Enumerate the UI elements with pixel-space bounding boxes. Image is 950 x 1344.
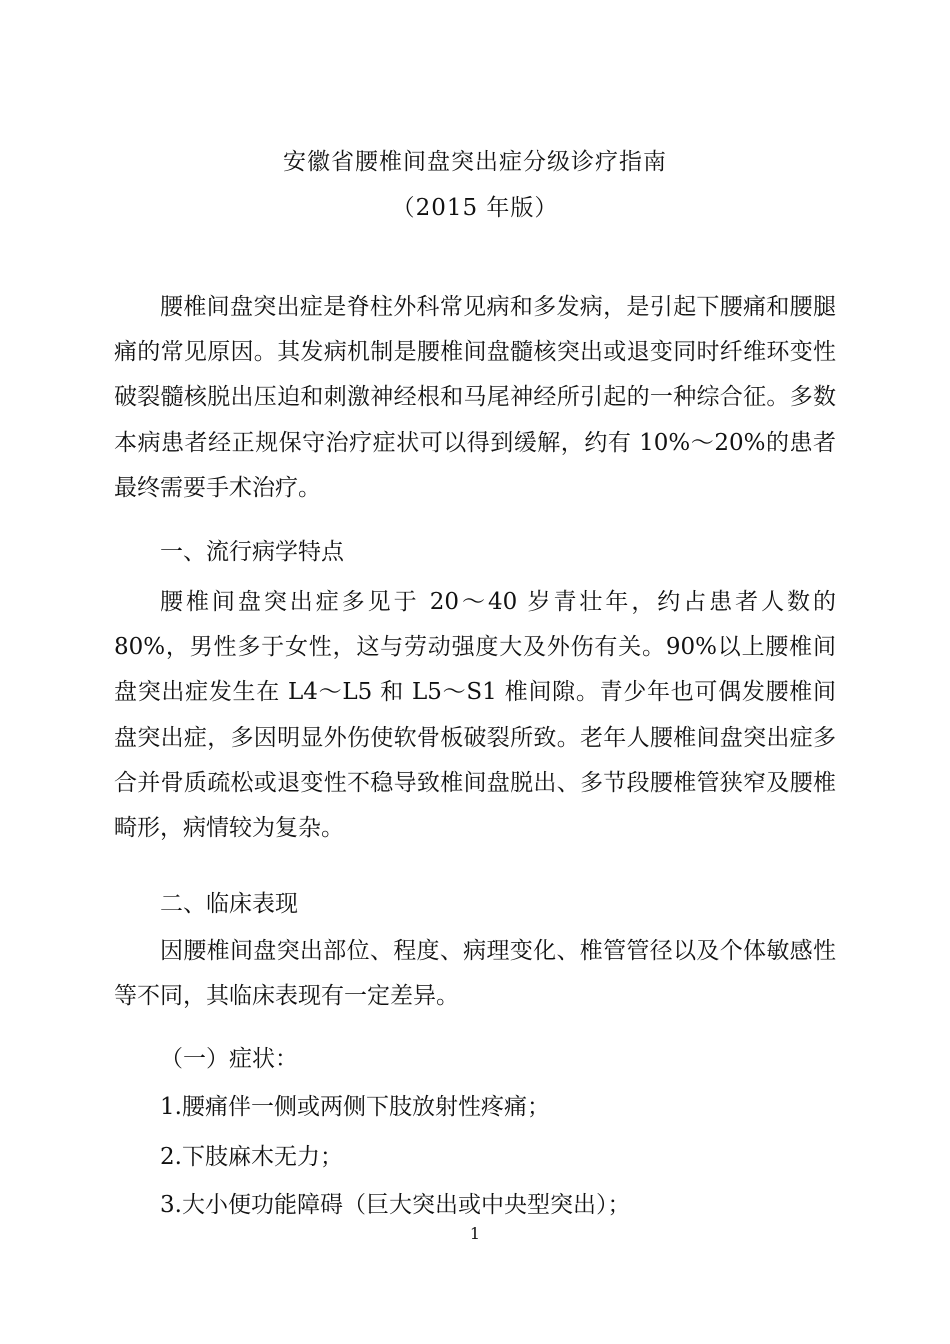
page-number: 1 xyxy=(469,1224,481,1243)
document-subtitle: （2015 年版） xyxy=(391,195,559,221)
clinical-paragraph: 因腰椎间盘突出部位、程度、病理变化、椎管管径以及个体敏感性等不同，其临床表现有一定差异。 xyxy=(114,938,836,1010)
list-item: 3.大小便功能障碍（巨大突出或中央型突出）； xyxy=(160,1192,631,1218)
intro-paragraph: 腰椎间盘突出症是脊柱外科常见病和多发病，是引起下腰痛和腰腿痛的常见原因。其发病机制是腰椎间盘髓核突出或退变同时纤维环变性破裂髓核脱出压迫和刺激神经根和马尾神经所引起的一种综合征。多数本病患者经正规保守治疗症状可以得到缓解，约有 10%～20%的患者最终需要手术治疗。 xyxy=(114,294,836,501)
heading-symptoms: （一）症状： xyxy=(160,1046,298,1072)
epidemiology-paragraph: 腰椎间盘突出症多见于 20～40 岁青壮年，约占患者人数的80%，男性多于女性，这与劳动强度大及外伤有关。90%以上腰椎间盘突出症发生在 L4～L5 和 L5～S1 椎间隙。青少年也可偶发腰椎间盘突出症，多因明显外伤使软骨板破裂所致。老年人腰椎间盘突出症多合并骨质疏松或退变性不稳导致椎间盘脱出、多节段腰椎管狭窄及腰椎畸形，病情较为复杂。 xyxy=(114,589,836,842)
heading-epidemiology: 一、流行病学特点 xyxy=(160,539,344,565)
heading-clinical-manifestations: 二、临床表现 xyxy=(160,891,298,917)
list-item: 2.下肢麻木无力； xyxy=(160,1144,343,1170)
list-item: 1.腰痛伴一侧或两侧下肢放射性疼痛； xyxy=(160,1094,550,1120)
document-title: 安徽省腰椎间盘突出症分级诊疗指南 xyxy=(283,149,667,175)
